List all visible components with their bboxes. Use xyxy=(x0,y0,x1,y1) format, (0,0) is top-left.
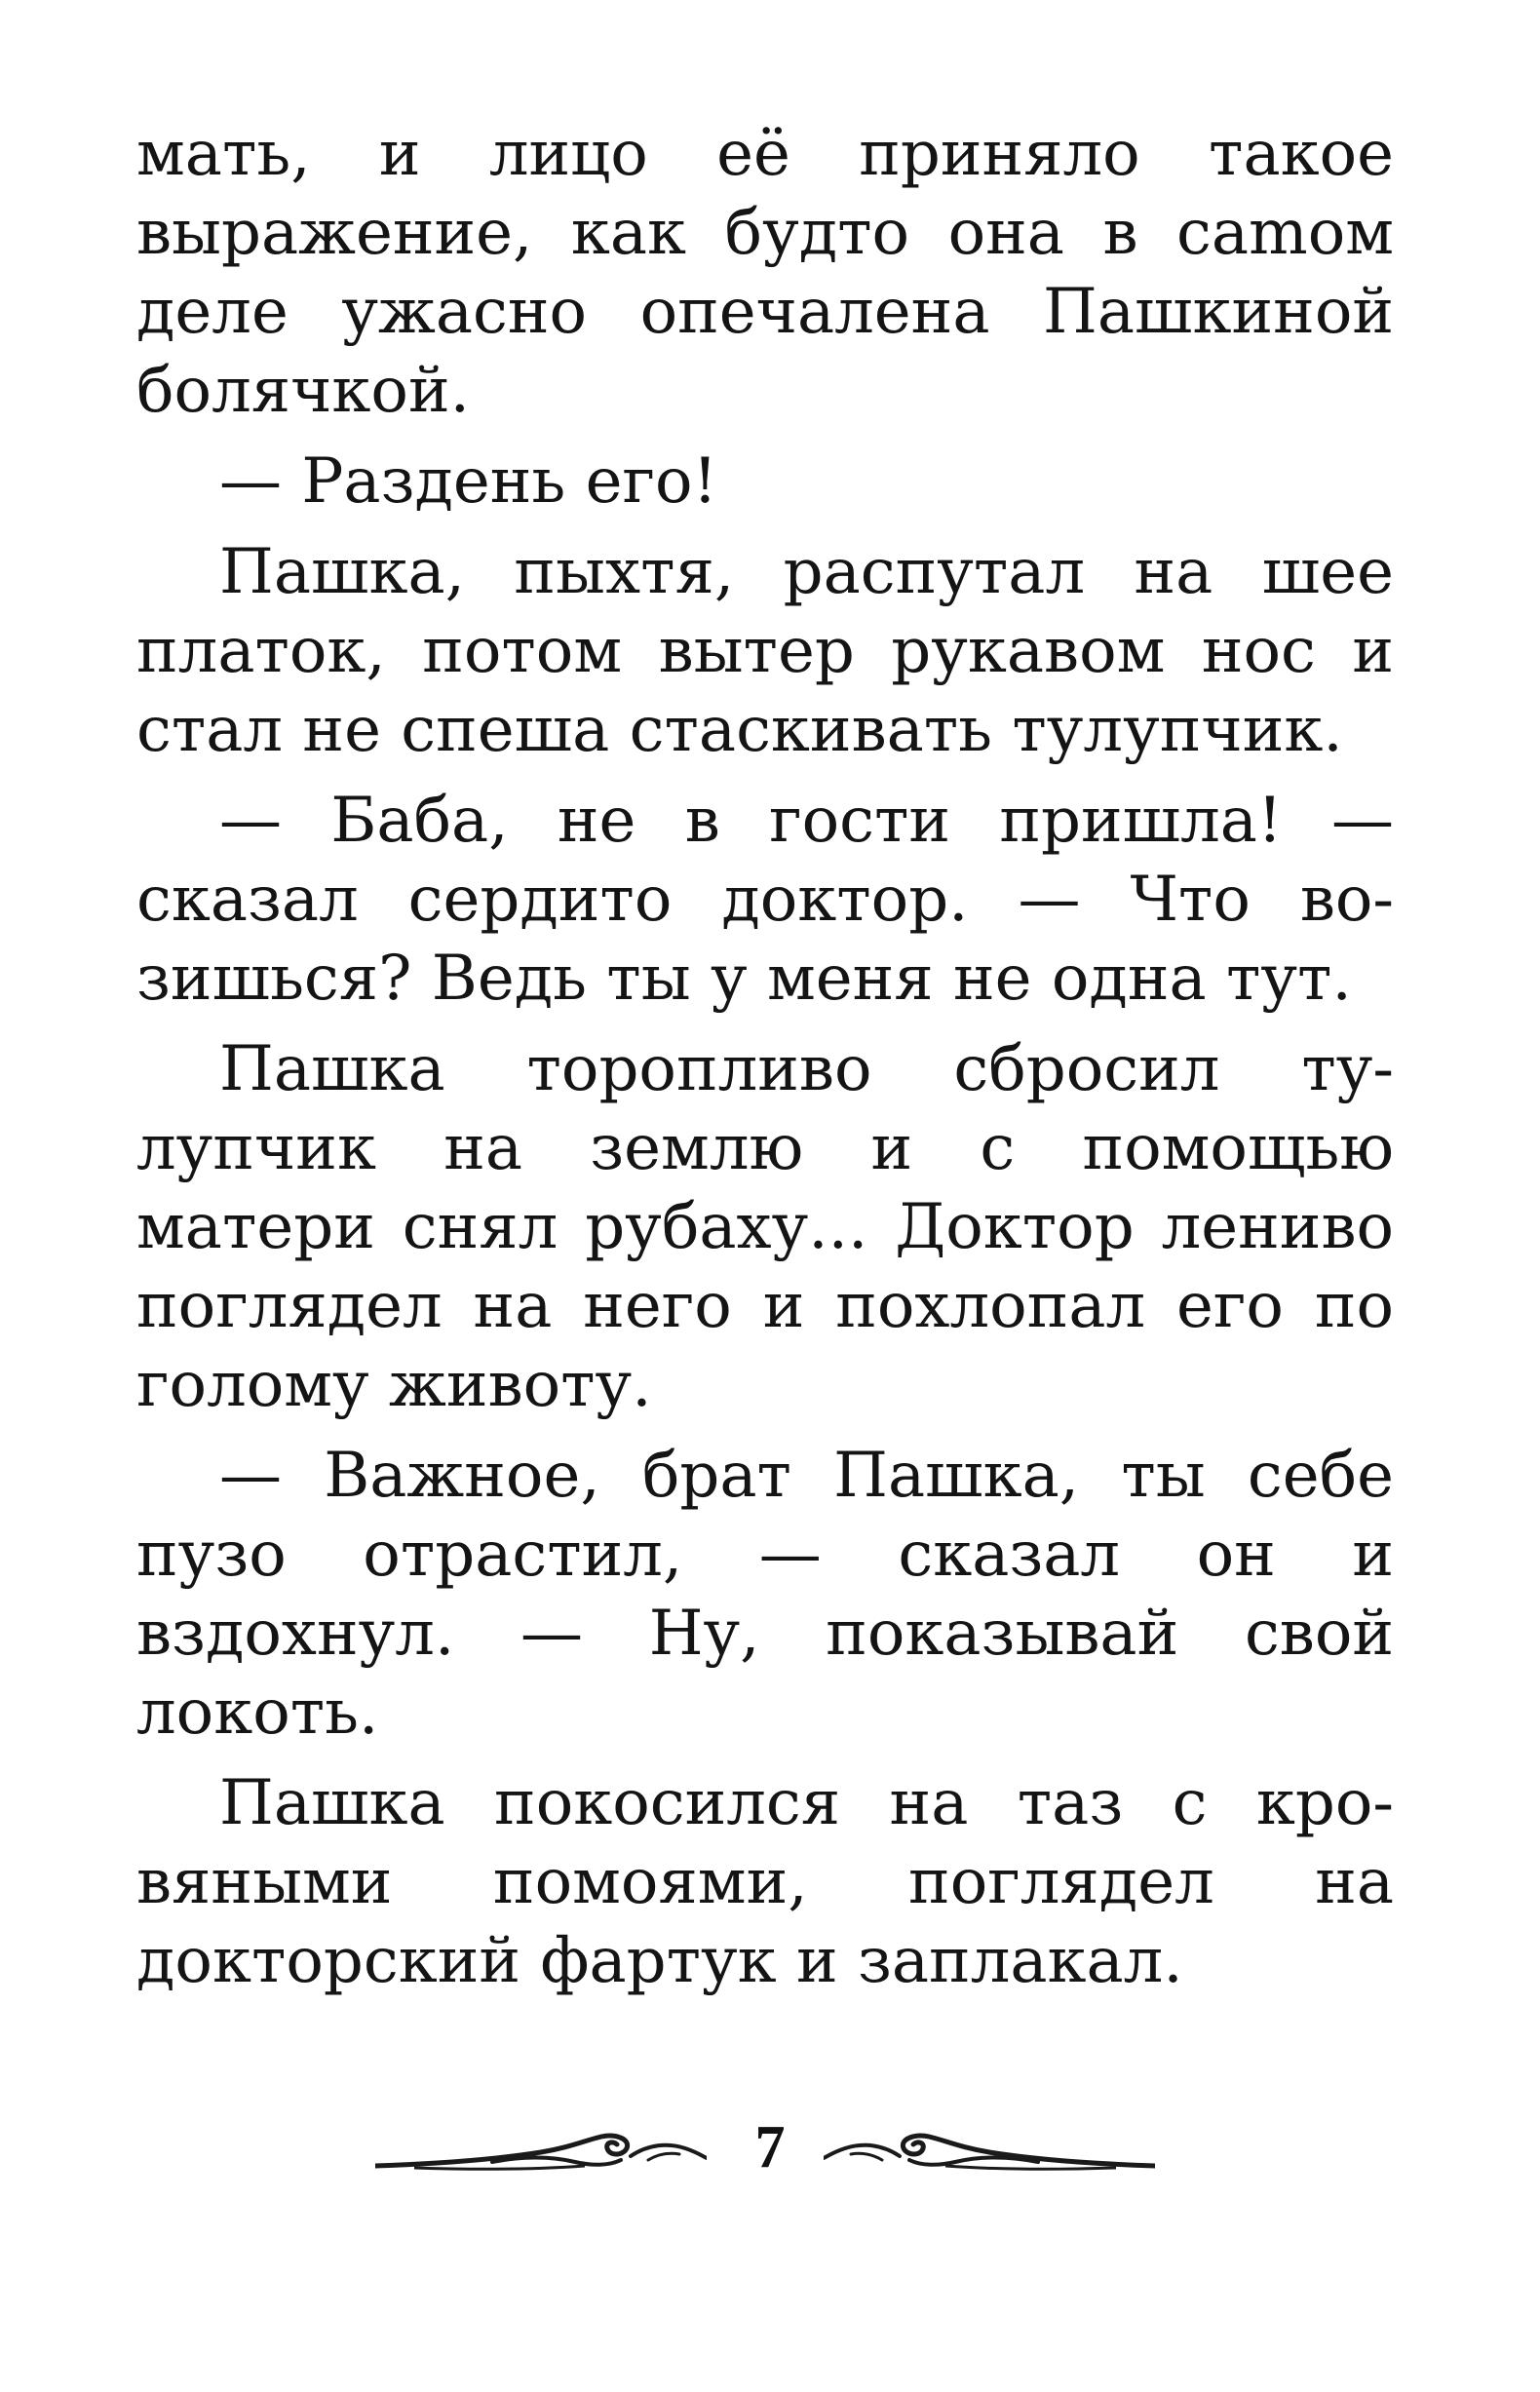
paragraph-1: мать, и лицо её приняло такое выражение, как будто она в саmом деле ужасно опечалена Пашкиной болячкой. xyxy=(136,118,1394,427)
paragraph-5: Пашка торопливо сбросил тулупчик на землю и с помощью матери снял рубаху... Доктор лениво поглядел на него и похлопал его по голому животу. xyxy=(136,1033,1394,1421)
text-body xyxy=(136,115,1394,2001)
page-footer xyxy=(0,2113,1540,2201)
page-number: 7 xyxy=(754,2114,786,2180)
paragraph-4: — Баба, не в гости пришла! — сказал сердито доктор. — Что возишься? Ведь ты у меня не одна тут. xyxy=(136,785,1394,1015)
flourish-right-icon xyxy=(824,2127,1155,2176)
book-page xyxy=(136,115,1394,2240)
paragraph-3: Пашка, пыхтя, распутал на шее платок, потом вытер рукавом нос и стал не спеша стаскивать тулупчик. xyxy=(136,536,1394,766)
paragraph-6: — Важное, брат Пашка, ты себе пузо отрастил, — сказал он и вздохнул. — Ну, показывай свой локоть. xyxy=(136,1440,1394,1749)
paragraph-2: — Раздень его! xyxy=(219,445,718,518)
paragraph-7: Пашка покосился на таз с кровяными помоями, поглядел на докторский фартук и заплакал. xyxy=(136,1767,1394,1997)
flourish-left-icon xyxy=(375,2127,707,2176)
